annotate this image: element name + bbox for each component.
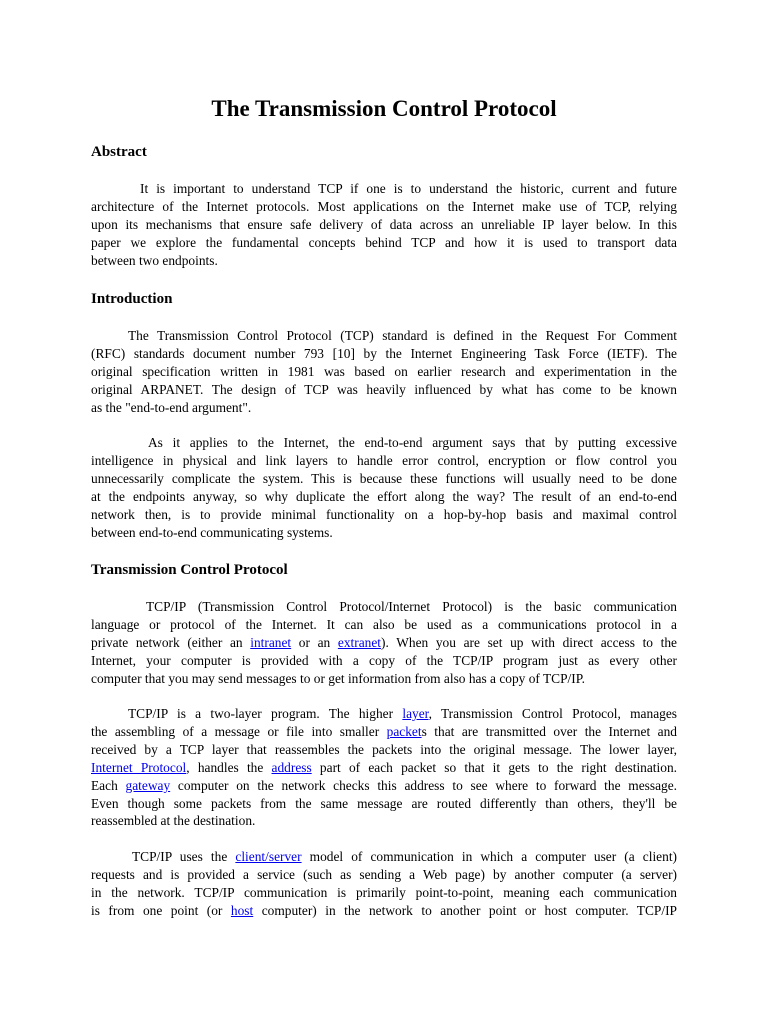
text-line (91, 705, 677, 723)
extranet-link[interactable]: extranet (337, 634, 382, 650)
tcp-paragraph-2 (91, 705, 677, 830)
host-link[interactable]: host (230, 902, 254, 918)
text-line: at the endpoints anyway, so why duplicate the effort along the way? The result of an end-to-end (91, 488, 677, 504)
text-segment: the assembling of a message or file into smaller (91, 723, 387, 739)
text-line (91, 634, 677, 652)
address-link[interactable]: address (271, 759, 312, 775)
text-line (91, 777, 677, 795)
text-segment: TCP/IP uses the (132, 849, 236, 864)
text-line: received by a TCP layer that reassembles the packets into the original message. The lower layer, (91, 741, 677, 757)
text-line: intelligence in physical and link layers to handle error control, encryption or flow control you (91, 452, 677, 468)
text-line: as the "end-to-end argument". (91, 399, 252, 415)
text-line: original specification written in 1981 was based on earlier research and experimentation in the (91, 363, 677, 379)
text-line: (RFC) standards document number 793 [10] by the Internet Engineering Task Force (IETF). The (91, 345, 677, 361)
text-line: in the network. TCP/IP communication is primarily point-to-point, meaning each communication (91, 884, 677, 900)
text-segment: , handles the (186, 759, 272, 775)
text-segment: or an (291, 634, 338, 650)
tcp-heading: Transmission Control Protocol (91, 562, 288, 578)
abstract-paragraph (91, 180, 677, 270)
text-line: reassembled at the destination. (91, 813, 256, 829)
text-line: upon its mechanisms that ensure safe delivery of data across an unreliable IP layer below. In this (91, 216, 677, 232)
text-line: paper we explore the fundamental concepts behind TCP and how it is used to transport data (91, 234, 677, 250)
text-line: architecture of the Internet protocols. Most applications on the Internet make use of TCP, relying (91, 198, 677, 214)
text-segment: s that are transmitted over the Internet and (421, 723, 677, 739)
text-line: original ARPANET. The design of TCP was heavily influenced by what has come to be known (91, 381, 677, 397)
text-segment: part of each packet so that it gets to the right destination. (311, 759, 677, 775)
text-segment: TCP/IP is a two-layer program. The higher (128, 706, 403, 721)
gateway-link[interactable]: gateway (125, 777, 171, 793)
text-line: TCP/IP (Transmission Control Protocol/Internet Protocol) is the basic communication (146, 599, 677, 614)
text-line: Even though some packets from the same message are routed differently than others, they'll be (91, 795, 677, 811)
packet-link[interactable]: packet (386, 723, 422, 739)
text-segment: ). When you are set up with direct access to the (381, 634, 677, 650)
text-line: between end-to-end communicating systems. (91, 524, 333, 540)
abstract-heading: Abstract (91, 144, 147, 160)
introduction-heading: Introduction (91, 291, 173, 307)
introduction-paragraph-2 (91, 434, 677, 541)
text-segment: private network (either an (91, 634, 251, 650)
intranet-link[interactable]: intranet (250, 634, 292, 650)
text-line: Internet, your computer is provided with a copy of the TCP/IP program just as every other (91, 652, 677, 668)
text-line: network then, is to provide minimal functionality on a hop-by-hop basis and maximal control (91, 506, 677, 522)
tcp-paragraph-3 (91, 848, 677, 920)
text-line: between two endpoints. (91, 252, 218, 268)
page-title: The Transmission Control Protocol (211, 96, 557, 121)
client-server-link[interactable]: client/server (235, 849, 302, 864)
text-line (91, 723, 677, 741)
text-segment: computer on the network checks this address to see where to forward the message. (170, 777, 677, 793)
text-line: unnecessarily complicate the system. This is because these functions will usually need to be done (91, 470, 677, 486)
text-segment: is from one point (or (91, 902, 231, 918)
text-segment: Each (91, 777, 126, 793)
tcp-paragraph-1 (91, 598, 677, 688)
text-line: requests and is provided a service (such as sending a Web page) by another computer (a server) (91, 866, 677, 882)
text-segment: , Transmission Control Protocol, manages (428, 706, 677, 721)
layer-link[interactable]: layer (402, 706, 429, 721)
text-line (91, 848, 677, 866)
text-line: As it applies to the Internet, the end-to-end argument says that by putting excessive (148, 435, 677, 450)
text-line (91, 902, 677, 920)
internet-protocol-link[interactable]: Internet Protocol (91, 759, 187, 775)
introduction-paragraph-1 (91, 327, 677, 417)
text-line: The Transmission Control Protocol (TCP) standard is defined in the Request For Comment (128, 328, 677, 343)
text-line: computer that you may send messages to or get information from also has a copy of TCP/IP. (91, 670, 586, 686)
text-line (91, 759, 677, 777)
text-line: language or protocol of the Internet. It can also be used as a communications protocol in a (91, 616, 677, 632)
text-line: It is important to understand TCP if one is to understand the historic, current and future (140, 181, 677, 196)
text-segment: model of communication in which a computer user (a client) (301, 849, 677, 864)
text-segment: computer) in the network to another point or host computer. TCP/IP (253, 902, 677, 918)
